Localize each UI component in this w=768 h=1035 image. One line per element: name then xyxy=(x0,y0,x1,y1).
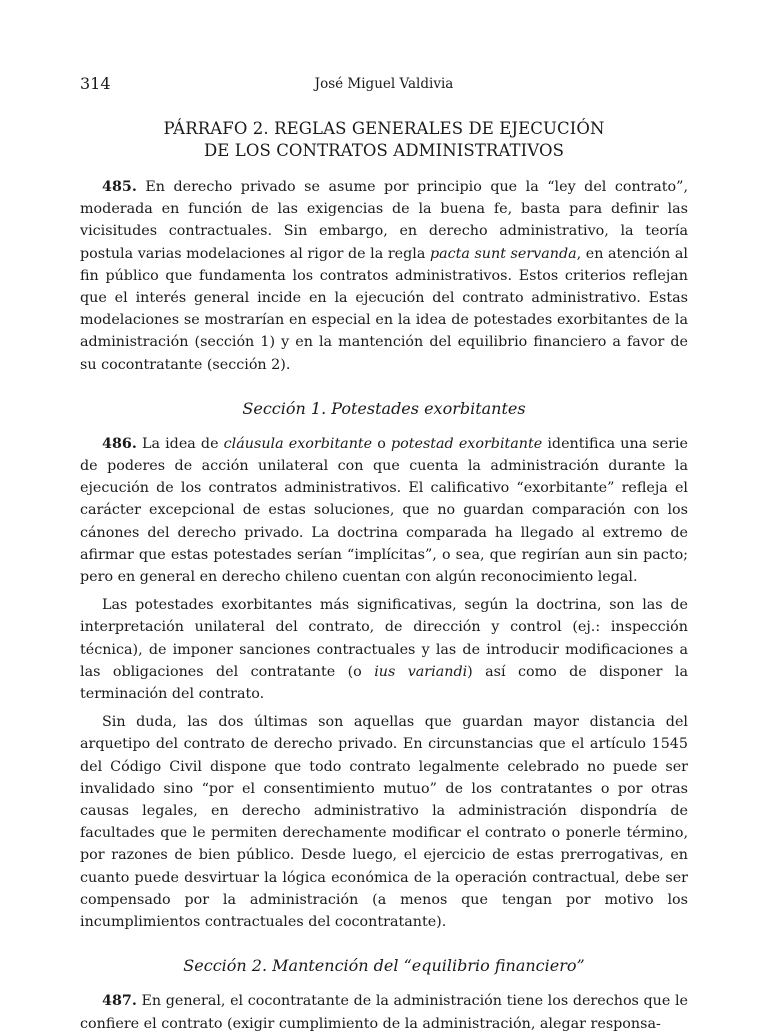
paragraph-number: 486. xyxy=(102,435,137,452)
paragraph-text: En derecho privado se asume por principio que la “ley del contrato”, moderada en función de las exigencias de la buena fe, basta para definir las vicisitudes contractuales. Sin embargo, en derecho administrativo, la teoría postula varias modelaciones al rigor de la regla xyxy=(80,179,688,262)
paragraph-486 xyxy=(80,433,688,588)
running-header xyxy=(80,68,688,98)
section-1-heading: Sección 1. Potestades exorbitantes xyxy=(242,398,526,418)
paragraph-485 xyxy=(80,176,688,376)
paragraph-text: , en atención al fin público que fundamenta los contratos administrativos. Estos criterios reflejan que el interés general incide en la ejecución del contrato administrativo. Estas modelaciones se mostrarían en especial en la idea de potestades exorbitantes de la administración (sección 1) y en la mantención del equilibrio financiero a favor de su cocontratante (sección 2). xyxy=(80,245,688,373)
paragraph-text: Las potestades exorbitantes más significativas, según la doctrina, son las de interpretación unilateral del contrato, de dirección y control (ej.: inspección técnica), de imponer sanciones contractuales y las de introducir modificaciones a las obligaciones del contratante (o xyxy=(80,597,688,680)
italic-term: cláusula exorbitante xyxy=(223,435,373,452)
running-author: José Miguel Valdivia xyxy=(314,76,454,92)
section-2-heading: Sección 2. Mantención del “equilibrio financiero” xyxy=(183,956,585,976)
paragraph-text: o xyxy=(372,435,391,452)
paragraph-sin-duda: Sin duda, las dos últimas son aquellas que guardan mayor distancia del arquetipo del contrato de derecho privado. En circunstancias que el artículo 1545 del Código Civil dispone que todo contrato legalmente celebrado no puede ser invalidado sino “por el consentimiento mutuo” de los contratantes o por otras causas legales, en derecho administrativo la administración dispondría de facultades que le permiten derechamente modificar el contrato o ponerle término, por razones de bien público. Desde luego, el ejercicio de estas prerrogativas, en cuanto puede desvirtuar la lógica económica de la operación contractual, debe ser compensado por la administración (a menos que tengan por motivo los incumplimientos contractuales del cocontratante). xyxy=(80,714,688,931)
paragraph-number: 487. xyxy=(102,993,137,1010)
chapter-title xyxy=(80,118,688,162)
chapter-title-line-1: PÁRRAFO 2. REGLAS GENERALES DE EJECUCIÓN xyxy=(163,119,605,138)
page-number: 314 xyxy=(80,74,111,93)
chapter-title-line-2: DE LOS CONTRATOS ADMINISTRATIVOS xyxy=(203,141,565,160)
italic-term: pacta sunt servanda xyxy=(429,245,577,262)
italic-term: potestad exorbitante xyxy=(390,435,543,452)
paragraph-potestades xyxy=(80,594,688,705)
paragraph-number: 485. xyxy=(102,179,137,195)
paragraph-text: En general, el cocontratante de la administración tiene los derechos que le confiere el contrato (exigir cumplimiento de la administración, alegar responsa- xyxy=(80,993,688,1032)
paragraph-text: La idea de xyxy=(136,435,224,452)
book-page xyxy=(80,68,688,1035)
italic-term: ius variandi xyxy=(374,663,468,680)
paragraph-487 xyxy=(80,990,688,1034)
paragraph-text: ) así como de disponer la terminación del contrato. xyxy=(80,663,688,703)
paragraph-text: identifica una serie de poderes de acción unilateral con que cuenta la administración durante la ejecución de los contratos administrativos. El calificativo “exorbitante” refleja el carácter excepcional de estas soluciones, que no guardan comparación con los cánones del derecho privado. La doctrina comparada ha llegado al extremo de afirmar que estas potestades serían “implícitas”, o sea, que regirían aun sin pacto; pero en general en derecho chileno cuentan con algún reconocimiento legal. xyxy=(80,435,688,586)
